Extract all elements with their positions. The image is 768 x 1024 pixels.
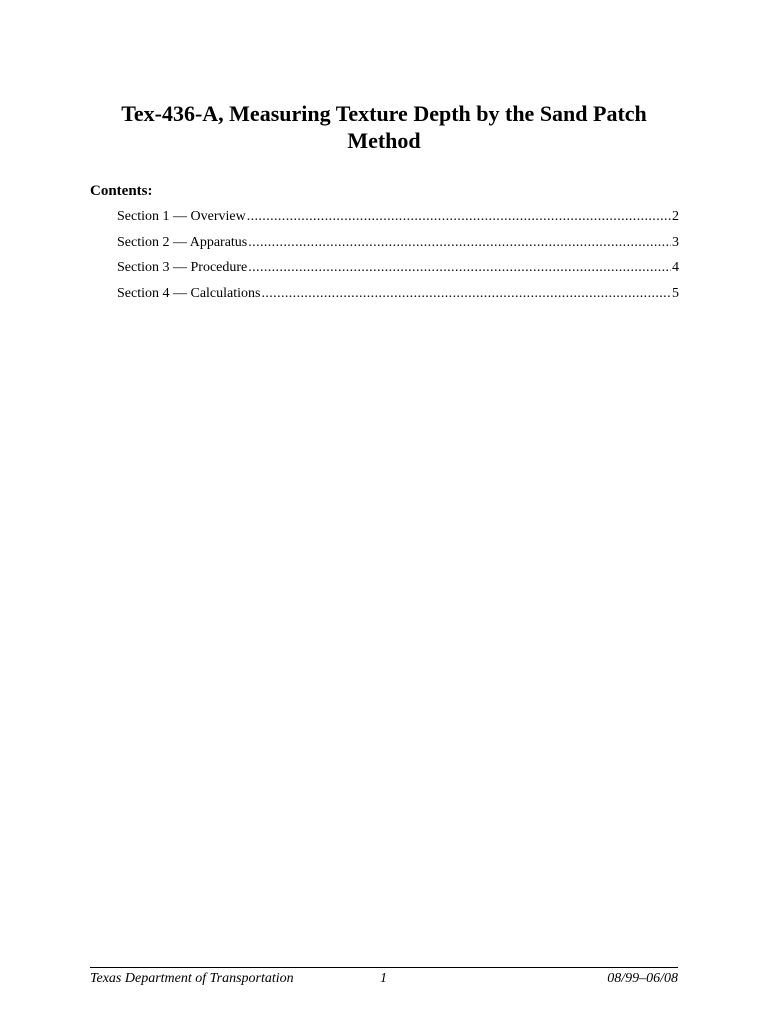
toc-entry-label: Section 3 — Procedure [117, 260, 248, 275]
toc-entry-label: Section 2 — Apparatus [117, 234, 248, 250]
footer-date-range: 08/99–06/08 [607, 971, 678, 986]
contents-heading: Contents: [90, 183, 153, 199]
page-title: Tex-436-A, Measuring Texture Depth by the Sand Patch Method [121, 101, 647, 153]
toc-dot-leader [261, 285, 671, 303]
toc-entry-page: 2 [672, 209, 679, 224]
toc-entry-section-2[interactable] [117, 234, 679, 260]
toc-dot-leader [248, 259, 671, 277]
toc-entry-label: Section 1 — Overview [117, 209, 246, 224]
toc-entry-section-1[interactable] [117, 208, 679, 234]
toc-dot-leader [247, 208, 671, 226]
page-footer [90, 967, 678, 986]
table-of-contents [117, 208, 679, 310]
footer-page-number: 1 [380, 971, 387, 986]
toc-entry-section-3[interactable] [117, 259, 679, 285]
footer-organization: Texas Department of Transportation [90, 971, 294, 986]
toc-entry-page: 3 [672, 234, 679, 250]
toc-entry-section-4[interactable] [117, 285, 679, 311]
toc-entry-label: Section 4 — Calculations [117, 285, 261, 301]
toc-dot-leader [248, 234, 671, 252]
toc-entry-page: 5 [672, 285, 679, 301]
toc-entry-page: 4 [672, 260, 679, 275]
